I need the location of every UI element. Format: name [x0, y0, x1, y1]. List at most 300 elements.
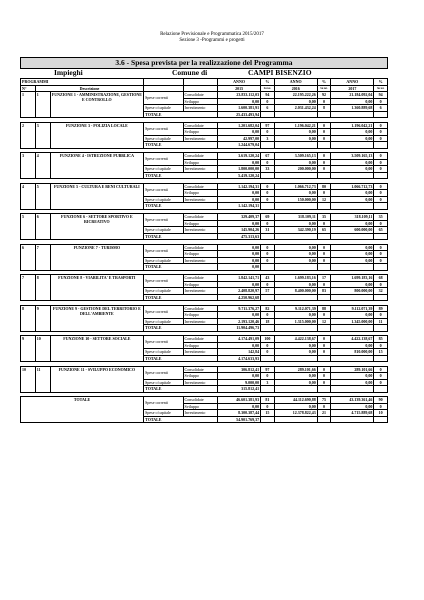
sviluppo-label: Sviluppo: [183, 190, 217, 197]
amount-cell: 0,00: [218, 196, 261, 203]
total-amount-cell: 11.904.496,73: [218, 325, 261, 332]
total-amount-cell: 1.244.679,04: [218, 142, 261, 149]
percent-cell: 33: [261, 166, 275, 173]
percent-cell: 12: [317, 318, 331, 325]
program-description: FUNZIONE 4 - ISTRUZIONE PUBBLICA: [50, 153, 144, 179]
amount-cell: 150.000,00: [274, 196, 317, 203]
percent-cell: 67: [261, 153, 275, 160]
grand-total-label: TOTALE: [21, 397, 144, 423]
program-index-a: 7: [21, 275, 36, 301]
amount-cell: 12.378.822,43: [274, 410, 317, 417]
percent-cell: 43: [261, 275, 275, 282]
consolidate-label: Consolidate: [183, 183, 217, 190]
percent-cell: 0: [317, 166, 331, 173]
amount-cell: 3.509.165,13: [274, 153, 317, 160]
amount-cell: 0,00: [274, 159, 317, 166]
amount-cell: 0,00: [331, 129, 374, 136]
percent-cell: 18: [261, 318, 275, 325]
amount-cell: 0,00: [218, 159, 261, 166]
amount-cell: 1.066.712,73: [274, 183, 317, 190]
amount-cell: 1.600.381,91: [218, 105, 261, 112]
consolidate-label: Consolidate: [183, 336, 217, 343]
programmi-header: PROGRAMMI: [21, 79, 144, 86]
program-index-b: 5: [35, 183, 50, 209]
program-index-b: 1: [35, 92, 50, 118]
percent-cell: 83: [317, 288, 331, 295]
percent-cell: 11: [374, 318, 388, 325]
program-description: FUNZIONE 10 - SETTORE SOCIALE: [50, 336, 144, 362]
percent-cell: 21: [317, 410, 331, 417]
amount-cell: 1.699.183,16: [274, 275, 317, 282]
percent-cell: 15: [261, 410, 275, 417]
amount-cell: 8.300.387,44: [218, 410, 261, 417]
spese-correnti-label: Spese correnti: [144, 92, 183, 105]
amount-cell: 0,00: [274, 251, 317, 258]
percent-cell: 85: [374, 336, 388, 343]
amount-cell: 2.193.120,46: [218, 318, 261, 325]
amount-cell: 0,00: [218, 373, 261, 380]
percent-cell: 89: [374, 305, 388, 312]
amount-cell: 3.619.120,24: [218, 153, 261, 160]
program-index-b: 10: [35, 336, 50, 362]
amount-cell: 145.904,26: [218, 227, 261, 234]
spese-capitale-label: Spese c/capitale: [144, 318, 183, 325]
amount-cell: 1.196.042,21: [274, 122, 317, 129]
percent-cell: 94: [261, 92, 275, 99]
amount-cell: 800.000,00: [331, 288, 374, 295]
amount-cell: 9.000,00: [218, 379, 261, 386]
totale-label: TOTALE: [144, 325, 218, 332]
percent-cell: 0: [261, 196, 275, 203]
percent-cell: 82: [261, 305, 275, 312]
investimento-label: Investimento: [183, 288, 217, 295]
percent-cell: 3: [261, 135, 275, 142]
amount-cell: 0,00: [274, 342, 317, 349]
percent-cell: 0: [374, 166, 388, 173]
pct-header: %: [261, 79, 275, 86]
amount-cell: 289.101,66: [274, 366, 317, 373]
percent-cell: 8: [317, 105, 331, 112]
amount-cell: 1.142.194,31: [218, 183, 261, 190]
spese-correnti-label: Spese correnti: [144, 366, 183, 379]
percent-cell: 0: [374, 257, 388, 264]
spese-capitale-label: Spese c/capitale: [144, 349, 183, 356]
amount-cell: 0,00: [331, 342, 374, 349]
amount-cell: 9.711.376,27: [218, 305, 261, 312]
percent-cell: 97: [261, 366, 275, 373]
totale-label: TOTALE: [144, 386, 218, 393]
investimento-label: Investimento: [183, 257, 217, 264]
spese-correnti-label: Spese correnti: [144, 336, 183, 349]
amount-cell: 42.997,00: [218, 135, 261, 142]
amount-cell: 8.400.000,00: [274, 288, 317, 295]
n-header: N°: [21, 85, 36, 92]
investimento-label: Investimento: [183, 318, 217, 325]
amount-cell: 142,84: [218, 349, 261, 356]
amount-cell: 318.109,11: [274, 214, 317, 221]
anno-header: ANNO: [274, 79, 317, 86]
amount-cell: 342.390,19: [274, 227, 317, 234]
program-index-b: 9: [35, 305, 50, 331]
spending-table: [20, 78, 388, 423]
amount-cell: 0,00: [331, 379, 374, 386]
percent-cell: 0: [374, 312, 388, 319]
sviluppo-label: Sviluppo: [183, 403, 217, 410]
percent-cell: 31: [261, 227, 275, 234]
percent-cell: 0: [374, 98, 388, 105]
percent-cell: 0: [261, 244, 275, 251]
program-index-a: 5: [21, 214, 36, 240]
amount-cell: 21.184.092,04: [331, 92, 374, 99]
amount-cell: 0,00: [274, 349, 317, 356]
amount-cell: 2.031.432,24: [274, 105, 317, 112]
amount-cell: 0,00: [274, 190, 317, 197]
percent-cell: 97: [261, 122, 275, 129]
percent-cell: 0: [261, 159, 275, 166]
amount-cell: 0,00: [274, 129, 317, 136]
amount-cell: 0,00: [218, 342, 261, 349]
amount-cell: 0,00: [274, 379, 317, 386]
percent-cell: 90: [374, 397, 388, 404]
empty-cell: [274, 416, 317, 423]
sviluppo-label: Sviluppo: [183, 98, 217, 105]
amount-cell: 1.066.712,73: [331, 183, 374, 190]
percent-cell: 0: [317, 379, 331, 386]
amount-cell: 0,00: [274, 373, 317, 380]
spese-capitale-label: Spese c/capitale: [144, 288, 183, 295]
amount-cell: 4.174.491,09: [218, 336, 261, 343]
percent-cell: 81: [261, 397, 275, 404]
table-body: [21, 79, 388, 423]
amount-cell: 0,00: [274, 98, 317, 105]
program-description: FUNZIONE 8 - VIABILITA' E TRASPORTI: [50, 275, 144, 301]
program-index-a: 10: [21, 366, 36, 392]
percent-cell: 65: [317, 227, 331, 234]
amount-cell: 0,00: [331, 159, 374, 166]
year-header-2017: 2017: [331, 85, 374, 92]
investimento-label: Investimento: [183, 105, 217, 112]
amount-cell: 1.196.042,21: [331, 122, 374, 129]
spese-correnti-label: Spese correnti: [144, 244, 183, 257]
percent-cell: 32: [374, 288, 388, 295]
percent-cell: 0: [261, 373, 275, 380]
consolidate-label: Consolidate: [183, 244, 217, 251]
report-header-line1: Relazione Previsionale e Programmatica 2015/2017: [160, 32, 264, 37]
percent-cell: 0: [374, 251, 388, 258]
spese-capitale-label: Spese c/capitale: [144, 135, 183, 142]
percent-cell: 0: [317, 159, 331, 166]
percent-cell: 92: [317, 92, 331, 99]
total-amount-cell: 25.433.493,94: [218, 111, 261, 118]
amount-cell: 0,00: [274, 135, 317, 142]
amount-cell: 1.842.141,71: [218, 275, 261, 282]
amount-cell: 23.833.112,03: [218, 92, 261, 99]
totale-label: TOTALE: [144, 264, 218, 271]
totale-label: TOTALE: [144, 416, 218, 423]
amount-cell: 4.715.889,68: [331, 410, 374, 417]
program-index-a: 3: [21, 153, 36, 179]
percent-cell: 0: [317, 373, 331, 380]
sviluppo-label: Sviluppo: [183, 129, 217, 136]
amount-cell: 0,00: [218, 98, 261, 105]
total-amount-cell: 475.313,63: [218, 233, 261, 240]
amount-cell: 600.000,00: [331, 227, 374, 234]
program-index-b: 7: [35, 244, 50, 270]
amount-cell: 0,00: [331, 281, 374, 288]
percent-cell: 0: [261, 220, 275, 227]
percent-cell: 35: [317, 214, 331, 221]
amount-cell: 200.000,00: [274, 166, 317, 173]
percent-cell: 15: [374, 349, 388, 356]
percent-cell: 57: [261, 288, 275, 295]
empty-cell: [317, 416, 331, 423]
percent-cell: 0: [374, 373, 388, 380]
program-index-b: 8: [35, 275, 50, 301]
program-index-a: 1: [21, 92, 36, 118]
percent-cell: 0: [261, 190, 275, 197]
consolidate-label: Consolidate: [183, 122, 217, 129]
spese-capitale-label: Spese c/capitale: [144, 196, 183, 203]
impieghi-heading: Impieghi: [54, 68, 83, 77]
descrizione-header: Descrizione: [35, 85, 143, 92]
program-description: FUNZIONE 11 - SVILUPPO ECONOMICO: [50, 366, 144, 392]
spese-correnti-label: Spese correnti: [144, 153, 183, 166]
percent-cell: 0: [261, 98, 275, 105]
spese-correnti-label: Spese correnti: [144, 122, 183, 135]
percent-cell: 0: [317, 244, 331, 251]
percent-cell: 0: [261, 349, 275, 356]
amount-cell: 0,00: [218, 281, 261, 288]
spese-correnti-label: Spese correnti: [144, 183, 183, 196]
amount-cell: 0,00: [331, 166, 374, 173]
amount-cell: 0,00: [331, 373, 374, 380]
percent-cell: 0: [317, 366, 331, 373]
amount-cell: 0,00: [218, 251, 261, 258]
investimento-label: Investimento: [183, 379, 217, 386]
amount-cell: 0,00: [218, 312, 261, 319]
amount-cell: 0,00: [331, 220, 374, 227]
amount-cell: 1.345.000,00: [331, 318, 374, 325]
percent-cell: 65: [374, 227, 388, 234]
percent-cell: 0: [374, 244, 388, 251]
spese-correnti-label: Spese correnti: [144, 275, 183, 288]
percent-cell: 0: [261, 129, 275, 136]
percent-cell: 0: [374, 183, 388, 190]
year-header-2015: 2015: [218, 85, 261, 92]
spese-correnti-label: Spese correnti: [144, 397, 183, 410]
comune-label: Comune di: [172, 68, 208, 77]
section-title: 3.6 - Spesa prevista per la realizzazione del Programma: [20, 57, 388, 69]
empty-cell: [261, 416, 275, 423]
totale-label: TOTALE: [144, 203, 218, 210]
program-description: FUNZIONE 7 - TURISMO: [50, 244, 144, 270]
totale-label: TOTALE: [144, 294, 218, 301]
sviluppo-label: Sviluppo: [183, 312, 217, 319]
percent-cell: 0: [317, 190, 331, 197]
amount-cell: 4.422.138,67: [274, 336, 317, 343]
totale-label: TOTALE: [144, 233, 218, 240]
amount-cell: 0,00: [331, 251, 374, 258]
percent-cell: 94: [374, 92, 388, 99]
program-description: FUNZIONE 6 - SETTORE SPORTIVO E RICREATIVO: [50, 214, 144, 240]
year-header-2016: 2016: [274, 85, 317, 92]
percent-cell: 0: [317, 257, 331, 264]
percent-cell: 0: [317, 336, 331, 343]
program-index-b: 3: [35, 122, 50, 148]
empty-cell: [331, 416, 374, 423]
amount-cell: 46.601.381,93: [218, 397, 261, 404]
percent-cell: 0: [261, 281, 275, 288]
amount-cell: 4.422.138,67: [331, 336, 374, 343]
amount-cell: 9.112.071,39: [331, 305, 374, 312]
totale-label: TOTALE: [144, 142, 218, 149]
percent-cell: 68: [374, 275, 388, 282]
sviluppo-label: Sviluppo: [183, 220, 217, 227]
amount-cell: 0,00: [274, 312, 317, 319]
percent-cell: 0: [261, 257, 275, 264]
amount-cell: 1.699.183,16: [331, 275, 374, 282]
percent-cell: 0: [317, 403, 331, 410]
amount-cell: 0,00: [218, 220, 261, 227]
percent-cell: 0: [317, 98, 331, 105]
percent-cell: 0: [374, 403, 388, 410]
program-index-a: 2: [21, 122, 36, 148]
percent-cell: 80: [317, 183, 331, 190]
program-description: FUNZIONE 1 - AMMINISTRAZIONE, GESTIONE E CONTROLLO: [50, 92, 144, 118]
amount-cell: 0,00: [331, 312, 374, 319]
percent-cell: 0: [317, 220, 331, 227]
amount-cell: 0,00: [331, 190, 374, 197]
amount-cell: 9.112.071,39: [274, 305, 317, 312]
su-tot-header: Su tot.: [317, 85, 331, 92]
program-index-a: 9: [21, 336, 36, 362]
percent-cell: 17: [317, 275, 331, 282]
amount-cell: 0,00: [331, 98, 374, 105]
percent-cell: 0: [317, 135, 331, 142]
amount-cell: 1.800.000,00: [218, 166, 261, 173]
consolidate-label: Consolidate: [183, 305, 217, 312]
amount-cell: 0,00: [274, 220, 317, 227]
amount-cell: 306.812,41: [218, 366, 261, 373]
program-index-b: 4: [35, 153, 50, 179]
percent-cell: 6: [261, 105, 275, 112]
total-amount-cell: 54.901.769,37: [218, 416, 261, 423]
sviluppo-label: Sviluppo: [183, 342, 217, 349]
amount-cell: 289.101,66: [331, 366, 374, 373]
amount-cell: 329.409,37: [218, 214, 261, 221]
anno-header: ANNO: [331, 79, 374, 86]
amount-cell: 0,00: [331, 257, 374, 264]
report-header-line2: Sezione 3 -Programmi e progetti: [179, 38, 245, 43]
percent-cell: 0: [374, 366, 388, 373]
amount-cell: 43.139.361,46: [331, 397, 374, 404]
percent-cell: 0: [374, 220, 388, 227]
amount-cell: 1.360.889,68: [331, 105, 374, 112]
su-tot-header: Su tot.: [261, 85, 275, 92]
investimento-label: Investimento: [183, 135, 217, 142]
percent-cell: 0: [374, 190, 388, 197]
spese-capitale-label: Spese c/capitale: [144, 227, 183, 234]
program-index-a: 6: [21, 244, 36, 270]
spese-capitale-label: Spese c/capitale: [144, 257, 183, 264]
total-amount-cell: 315.812,41: [218, 386, 261, 393]
amount-cell: 0,00: [218, 244, 261, 251]
amount-cell: 2.408.820,97: [218, 288, 261, 295]
total-amount-cell: 4.174.633,93: [218, 355, 261, 362]
percent-cell: 6: [374, 105, 388, 112]
program-index-b: 6: [35, 214, 50, 240]
percent-cell: 0: [374, 196, 388, 203]
amount-cell: 0,00: [274, 257, 317, 264]
spese-capitale-label: Spese c/capitale: [144, 166, 183, 173]
spese-capitale-label: Spese c/capitale: [144, 379, 183, 386]
sviluppo-label: Sviluppo: [183, 159, 217, 166]
sviluppo-label: Sviluppo: [183, 281, 217, 288]
totale-label: TOTALE: [144, 355, 218, 362]
program-index-b: 11: [35, 366, 50, 392]
amount-cell: 0,00: [218, 257, 261, 264]
sviluppo-label: Sviluppo: [183, 373, 217, 380]
amount-cell: 0,00: [274, 244, 317, 251]
investimento-label: Investimento: [183, 410, 217, 417]
consolidate-label: Consolidate: [183, 275, 217, 282]
percent-cell: 35: [374, 214, 388, 221]
investimento-label: Investimento: [183, 166, 217, 173]
amount-cell: 22.195.222,26: [274, 92, 317, 99]
percent-cell: 0: [317, 122, 331, 129]
percent-cell: 0: [374, 153, 388, 160]
percent-cell: 0: [374, 129, 388, 136]
percent-cell: 0: [261, 342, 275, 349]
program-description: FUNZIONE 3 - POLIZIA LOCALE: [50, 122, 144, 148]
amount-cell: 0,00: [331, 135, 374, 142]
percent-cell: 0: [374, 122, 388, 129]
percent-cell: 100: [261, 336, 275, 343]
ente-name: CAMPI BISENZIO: [248, 68, 312, 77]
percent-cell: 0: [374, 342, 388, 349]
su-tot-header: Su tot.: [374, 85, 388, 92]
anno-header: ANNO: [218, 79, 261, 86]
amount-cell: 1.201.682,04: [218, 122, 261, 129]
amount-cell: 44.112.690,88: [274, 397, 317, 404]
program-index-a: 8: [21, 305, 36, 331]
percent-cell: 69: [261, 214, 275, 221]
total-amount-cell: 5.419.120,24: [218, 172, 261, 179]
percent-cell: 3: [261, 379, 275, 386]
amount-cell: 0,00: [274, 403, 317, 410]
amount-cell: 1.315.000,00: [274, 318, 317, 325]
pct-header: %: [374, 79, 388, 86]
spese-capitale-label: Spese c/capitale: [144, 410, 183, 417]
percent-cell: 0: [317, 251, 331, 258]
percent-cell: 0: [317, 312, 331, 319]
pct-header: %: [317, 79, 331, 86]
percent-cell: 0: [317, 349, 331, 356]
percent-cell: 12: [317, 196, 331, 203]
amount-cell: 318.109,11: [331, 214, 374, 221]
empty-cell: [374, 416, 388, 423]
percent-cell: 88: [317, 305, 331, 312]
consolidate-label: Consolidate: [183, 397, 217, 404]
percent-cell: 0: [261, 251, 275, 258]
spese-correnti-label: Spese correnti: [144, 305, 183, 318]
percent-cell: 0: [317, 129, 331, 136]
investimento-label: Investimento: [183, 196, 217, 203]
program-description: FUNZIONE 5 - CULTURA E BENI CULTURALI: [50, 183, 144, 209]
investimento-label: Investimento: [183, 227, 217, 234]
amount-cell: 0,00: [331, 196, 374, 203]
amount-cell: 0,00: [331, 244, 374, 251]
